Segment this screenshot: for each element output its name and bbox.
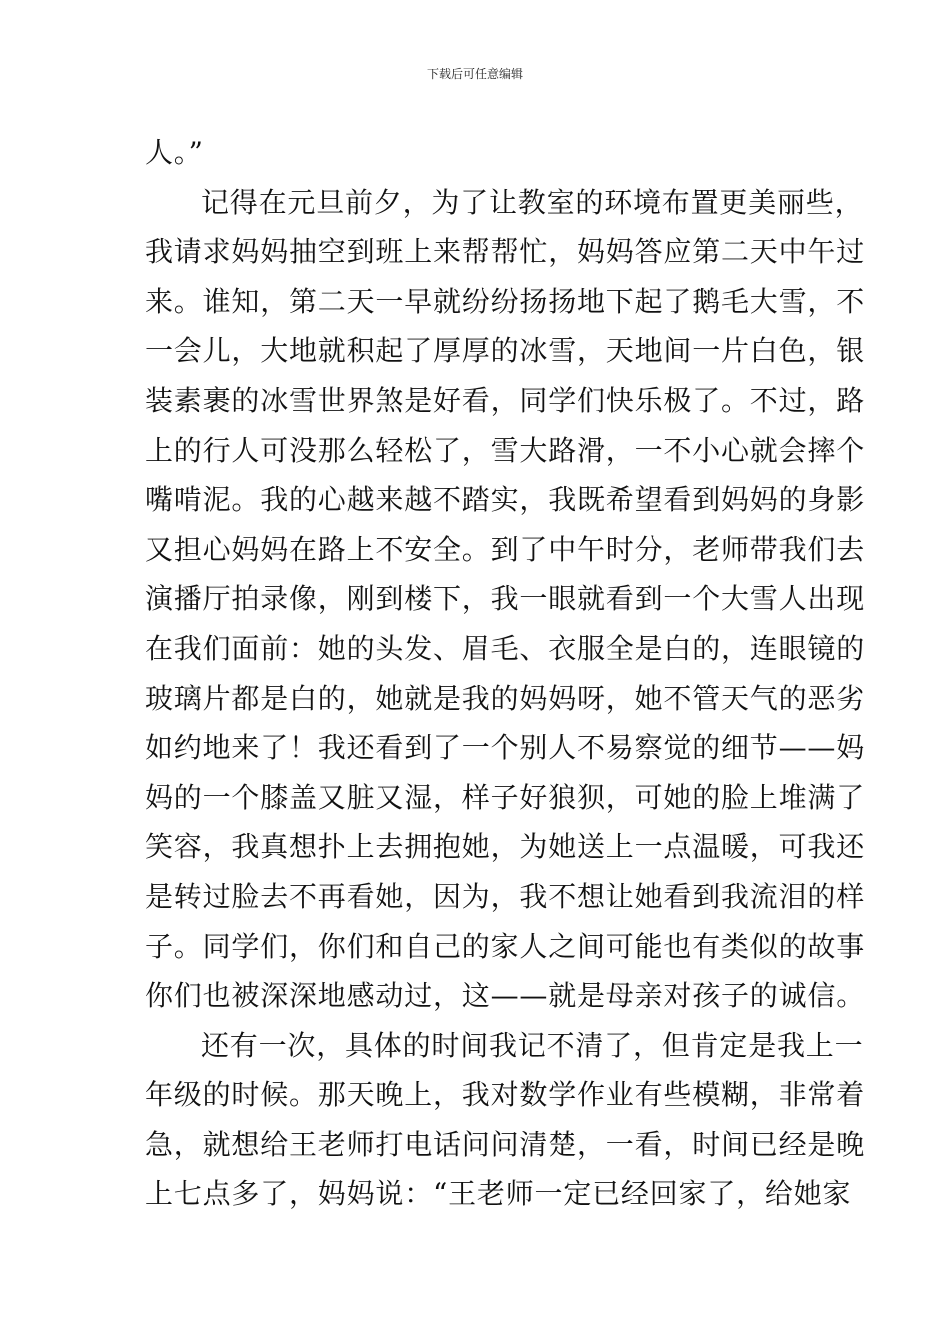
text-line: 一会儿，大地就积起了厚厚的冰雪，天地间一片白色，银 [145, 334, 866, 368]
text-line: 是转过脸去不再看她，因为，我不想让她看到我流泪的样 [145, 879, 866, 913]
text-line: 上七点多了，妈妈说：“王老师一定已经回家了，给她家 [145, 1177, 852, 1211]
text-line: 急，就想给王老师打电话问问清楚，一看，时间已经是晚 [145, 1127, 866, 1161]
paragraph-first-line: 还有一次，具体的时间我记不清了，但肯定是我上一 [201, 1028, 864, 1062]
text-line: 子。同学们，你们和自己的家人之间可能也有类似的故事 [145, 929, 866, 963]
text-line: 又担心妈妈在路上不安全。到了中午时分，老师带我们去 [145, 532, 866, 566]
text-line: 妈的一个膝盖又脏又湿，样子好狼狈，可她的脸上堆满了 [145, 780, 866, 814]
text-line: 来。谁知，第二天一早就纷纷扬扬地下起了鹅毛大雪，不 [145, 284, 866, 318]
text-line: 嘴啃泥。我的心越来越不踏实，我既希望看到妈妈的身影 [145, 483, 866, 517]
paragraph-first-line: 记得在元旦前夕，为了让教室的环境布置更美丽些， [201, 185, 864, 219]
text-line: 人。” [145, 136, 204, 169]
text-line: 玻璃片都是白的，她就是我的妈妈呀，她不管天气的恶劣 [145, 681, 866, 715]
text-line: 装素裹的冰雪世界煞是好看，同学们快乐极了。不过，路 [145, 383, 866, 417]
text-line: 如约地来了！我还看到了一个别人不易察觉的细节——妈 [145, 731, 866, 765]
text-line: 年级的时候。那天晚上，我对数学作业有些模糊，非常着 [145, 1078, 866, 1112]
document-body [145, 128, 866, 1219]
text-line: 演播厅拍录像，刚到楼下，我一眼就看到一个大雪人出现 [145, 582, 866, 616]
text-line: 你们也被深深地感动过，这——就是母亲对孩子的诚信。 [145, 979, 866, 1013]
page-header: 下载后可任意编辑 [426, 67, 523, 81]
text-line: 我请求妈妈抽空到班上来帮帮忙，妈妈答应第二天中午过 [145, 235, 866, 269]
text-line: 上的行人可没那么轻松了，雪大路滑，一不小心就会摔个 [145, 433, 866, 467]
text-line: 笑容，我真想扑上去拥抱她，为她送上一点温暖，可我还 [145, 830, 866, 864]
text-line: 在我们面前：她的头发、眉毛、衣服全是白的，连眼镜的 [145, 631, 866, 665]
